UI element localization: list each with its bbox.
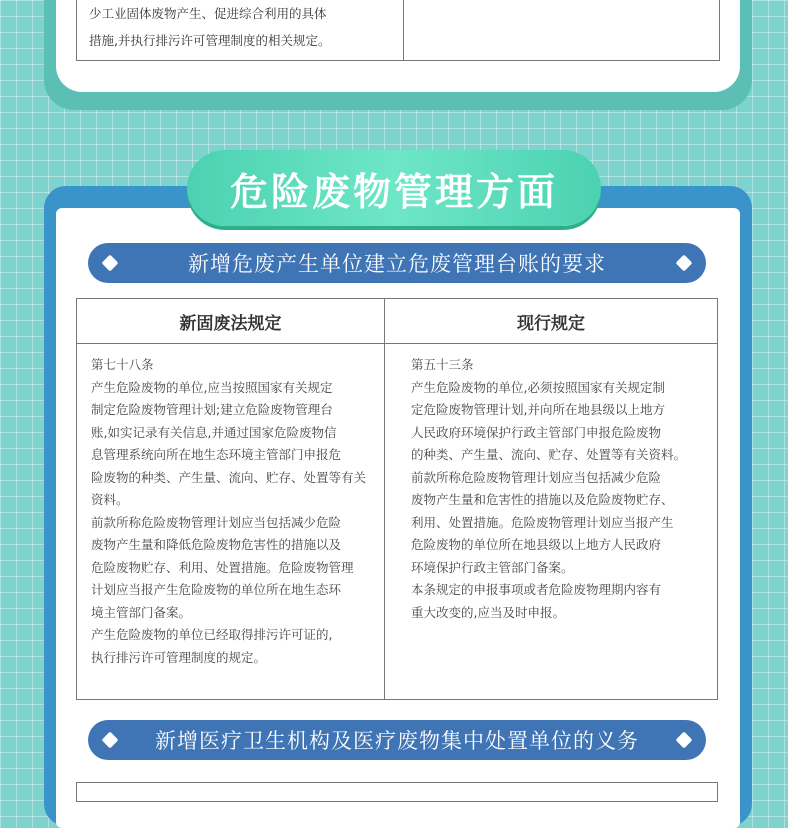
text-line: 执行排污许可管理制度的规定。: [91, 649, 267, 665]
subhead-label: 新增危废产生单位建立危废管理台账的要求: [188, 252, 606, 276]
top-table-right-cell: [404, 0, 719, 60]
text-line: 产生危险废物的单位,必须按照国家有关规定制: [411, 379, 665, 395]
text-line: 前款所称危险废物管理计划应当包括减少危险: [411, 469, 662, 485]
text-line: 危险废物贮存、利用、处置措施。危险废物管理: [91, 559, 354, 575]
text-line: 第五十三条: [411, 357, 474, 372]
next-table-top-edge: [76, 782, 718, 802]
text-line: 资料。: [91, 492, 129, 507]
text-line: 废物产生量和危害性的措施以及危险废物贮存、: [411, 492, 674, 507]
text-line: 废物产生量和降低危险废物危害性的措施以及: [91, 537, 342, 552]
text-line: 本条规定的申报事项或者危险废物理期内容有: [411, 582, 662, 597]
table-header-row: [77, 299, 717, 344]
text-line: 利用、处置措施。危险废物管理计划应当报产生: [411, 514, 674, 530]
top-cell-line: 少工业固体废物产生、促进综合利用的具体: [89, 6, 327, 21]
current-rules-text-cell: [385, 344, 717, 699]
text-line: 制定危险废物管理计划;建立危险废物管理台: [91, 402, 333, 417]
table-body-row: [77, 344, 717, 699]
text-line: 计划应当报产生危险废物的单位所在地生态环: [91, 582, 342, 597]
text-line: 账,如实记录有关信息,并通过国家危险废物信: [91, 424, 337, 440]
header-new-law: 新固废法规定: [77, 299, 385, 343]
text-line: 境主管部门备案。: [91, 604, 192, 620]
header-current-rules: 现行规定: [517, 313, 585, 334]
text-line: 定危险废物管理计划,并向所在地县级以上地方: [411, 402, 665, 417]
text-line: 产生危险废物的单位已经取得排污许可证的,: [91, 627, 333, 642]
top-table-left-cell: [77, 0, 404, 60]
text-line: 的种类、产生量、流向、贮存、处置等有关资料。: [411, 447, 687, 462]
text-line: 重大改变的,应当及时申报。: [411, 604, 565, 620]
new-law-text-cell: [77, 344, 385, 699]
diamond-icon: [102, 255, 119, 272]
text-line: 危险废物的单位所在地县级以上地方人民政府: [411, 537, 662, 552]
text-line: 险废物的种类、产生量、流向、贮存、处置等有关: [91, 469, 367, 485]
text-line: 产生危险废物的单位,应当按照国家有关规定: [91, 379, 333, 395]
comparison-table: [76, 298, 718, 700]
text-line: 环境保护行政主管部门备案。: [411, 559, 574, 575]
text-line: 第七十八条: [91, 357, 154, 372]
subhead-medical-waste-duties: [88, 720, 706, 760]
diamond-icon: [102, 732, 119, 749]
text-line: 人民政府环境保护行政主管部门申报危险废物: [411, 424, 662, 440]
text-line: 前款所称危险废物管理计划应当包括减少危险: [91, 514, 342, 530]
diamond-icon: [676, 732, 693, 749]
subhead-ledger-requirement: [88, 243, 706, 283]
section-title: 危险废物管理方面: [187, 150, 601, 226]
subhead-label: 新增医疗卫生机构及医疗废物集中处置单位的义务: [155, 729, 639, 753]
diamond-icon: [676, 255, 693, 272]
text-line: 息管理系统向所在地生态环境主管部门申报危: [91, 447, 342, 462]
top-cell-line: 措施,并执行排污许可管理制度的相关规定。: [89, 33, 331, 48]
top-table: [76, 0, 720, 61]
